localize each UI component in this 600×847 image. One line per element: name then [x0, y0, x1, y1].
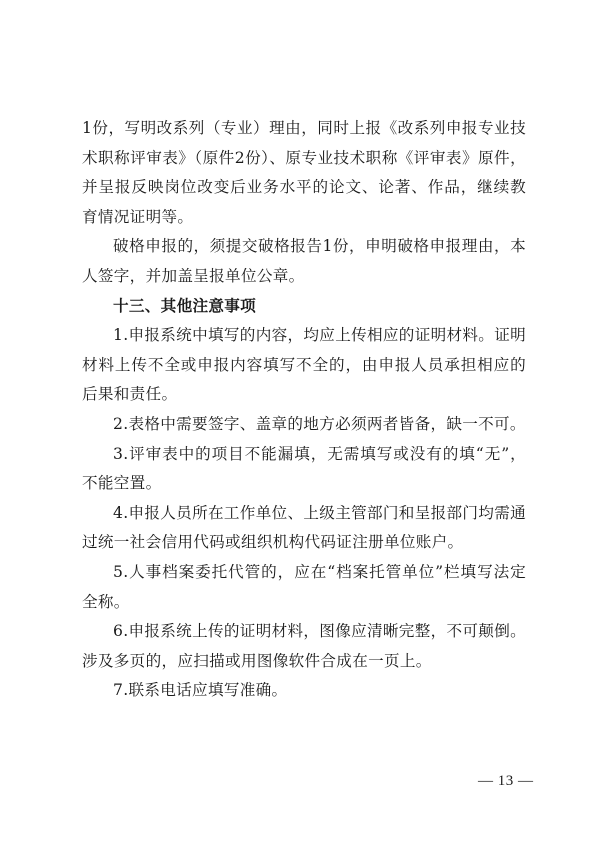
- paragraph-continuation: 1份，写明改系列（专业）理由，同时上报《改系列申报专业技术职称评审表》（原件2份）、原专业技术职称《评审表》原件，并呈报反映岗位改变后业务水平的论文、论著、作品，继续教育情况证明等。: [82, 119, 526, 226]
- section-heading-other-notes: 十三、其他注意事项: [113, 296, 257, 315]
- paragraph-exceptional-application: 破格申报的，须提交破格报告1份，申明破格申报理由，本人签字，并加盖呈报单位公章。: [82, 237, 526, 285]
- page-number: — 13 —: [478, 773, 534, 789]
- document-body: [82, 114, 526, 706]
- note-item-5: 5.人事档案委托代管的，应在“档案托管单位”栏填写法定全称。: [82, 562, 526, 611]
- note-item-4: 4.申报人员所在工作单位、上级主管部门和呈报部门均需通过统一社会信用代码或组织机构代码证注册单位账户。: [82, 503, 526, 552]
- note-item-6: 6.申报系统上传的证明材料，图像应清晰完整，不可颠倒。涉及多页的，应扫描或用图像软件合成在一页上。: [82, 622, 526, 670]
- note-item-7: 7.联系电话应填写准确。: [113, 681, 288, 700]
- note-item-3: 3.评审表中的项目不能漏填，无需填写或没有的填“无”，不能空置。: [82, 444, 526, 493]
- note-item-1: 1.申报系统中填写的内容，均应上传相应的证明材料。证明材料上传不全或申报内容填写不全的，由申报人员承担相应的后果和责任。: [82, 326, 526, 404]
- note-item-2: 2.表格中需要签字、盖章的地方必须两者皆备，缺一不可。: [113, 414, 526, 433]
